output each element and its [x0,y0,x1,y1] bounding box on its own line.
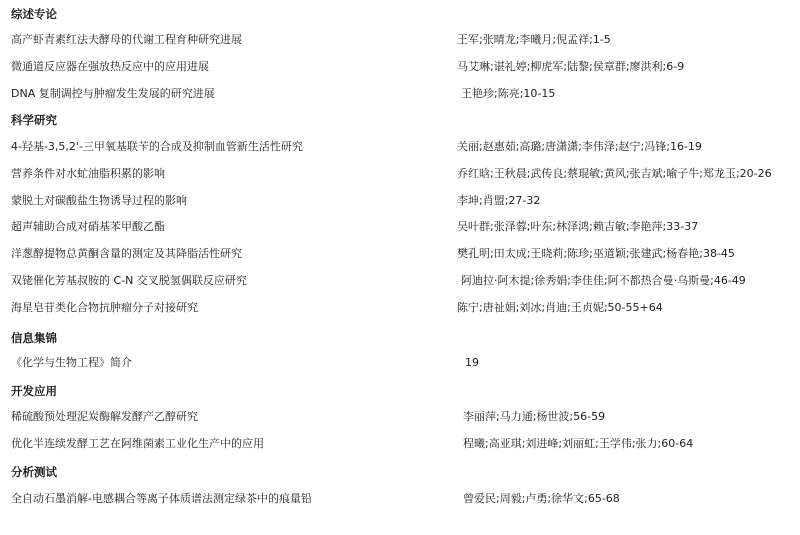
article-authors-pages: 王艳珍;陈亮;10-15 [461,87,556,100]
article-title[interactable]: 营养条件对水虻油脂积累的影响 [11,167,165,180]
toc-entry[interactable] [0,135,800,159]
article-title[interactable]: 超声辅助合成对硝基苯甲酸乙酯 [11,220,165,233]
toc-entry[interactable] [0,55,800,79]
section-heading: 分析测试 [11,465,57,479]
article-title[interactable]: 全自动石墨消解-电感耦合等离子体质谱法测定绿茶中的痕量铅 [11,492,312,505]
section-heading: 综述专论 [11,7,57,21]
article-authors-pages: 曾爱民;周毅;卢勇;徐华文;65-68 [463,492,620,505]
article-authors-pages: 陈宁;唐祉娟;刘冰;肖迪;王贞妮;50-55+64 [457,301,663,314]
article-title[interactable]: 海星皂苷类化合物抗肿瘤分子对接研究 [11,301,198,314]
article-page: 19 [465,356,479,369]
toc-entry[interactable] [0,82,800,106]
toc-entry[interactable] [0,432,800,456]
article-title[interactable]: 稀硫酸预处理泥炭酶解发酵产乙醇研究 [11,410,198,423]
toc-entry[interactable] [0,405,800,429]
toc-entry[interactable] [0,487,800,511]
article-authors-pages: 程曦;高亚琪;刘进峰;刘丽虹;王学伟;张力;60-64 [463,437,694,450]
article-authors-pages: 关丽;赵惠茹;高璐;唐潇潇;李伟泽;赵宁;冯锋;16-19 [457,140,702,153]
toc-entry[interactable] [0,269,800,293]
article-authors-pages: 王军;张晴龙;李曦月;倪孟祥;1-5 [457,33,611,46]
article-authors-pages: 李丽萍;马力通;杨世波;56-59 [463,410,606,423]
article-title[interactable]: 《化学与生物工程》简介 [11,356,132,369]
toc-entry[interactable] [0,215,800,239]
section-heading: 信息集锦 [11,331,57,345]
article-authors-pages: 李坤;肖盟;27-32 [457,194,541,207]
toc-entry[interactable] [0,296,800,320]
toc-entry[interactable] [0,28,800,52]
article-authors-pages: 马艾琳;谌礼婷;柳虎军;陆黎;侯章群;廖洪利;6-9 [457,60,685,73]
section-heading: 开发应用 [11,384,57,398]
article-authors-pages: 吴叶群;张泽蓉;叶东;林泽鸿;赖吉敏;李艳萍;33-37 [457,220,699,233]
toc-entry[interactable] [0,162,800,186]
article-authors-pages: 樊孔明;田太成;王晓莉;陈珍;巫道颖;张建武;杨春艳;38-45 [457,247,735,260]
article-title[interactable]: 4-羟基-3,5,2'-三甲氧基联苄的合成及抑制血管新生活性研究 [11,140,303,153]
article-title[interactable]: 洋葱醇提物总黄酮含量的测定及其降脂活性研究 [11,247,242,260]
section-heading: 科学研究 [11,113,57,127]
article-title[interactable]: 微通道反应器在强放热反应中的应用进展 [11,60,209,73]
toc-entry[interactable] [0,351,800,375]
article-title[interactable]: DNA 复制调控与肿瘤发生发展的研究进展 [11,87,215,100]
article-authors-pages: 阿迪拉·阿木提;徐秀娟;李佳佳;阿不都热合曼·乌斯曼;46-49 [461,274,746,287]
article-title[interactable]: 优化半连续发酵工艺在阿维菌素工业化生产中的应用 [11,437,264,450]
article-title[interactable]: 高产虾青素红法夫酵母的代谢工程育种研究进展 [11,33,242,46]
toc-entry[interactable] [0,189,800,213]
article-title[interactable]: 双铑催化芳基叔胺的 C-N 交叉脱氢偶联反应研究 [11,274,247,287]
article-authors-pages: 乔红晗;王秋晨;武传良;蔡琨敏;黄风;张吉斌;喻子牛;郑龙玉;20-26 [457,167,772,180]
toc-entry[interactable] [0,242,800,266]
article-title[interactable]: 蒙脱土对碳酸盐生物诱导过程的影响 [11,194,187,207]
